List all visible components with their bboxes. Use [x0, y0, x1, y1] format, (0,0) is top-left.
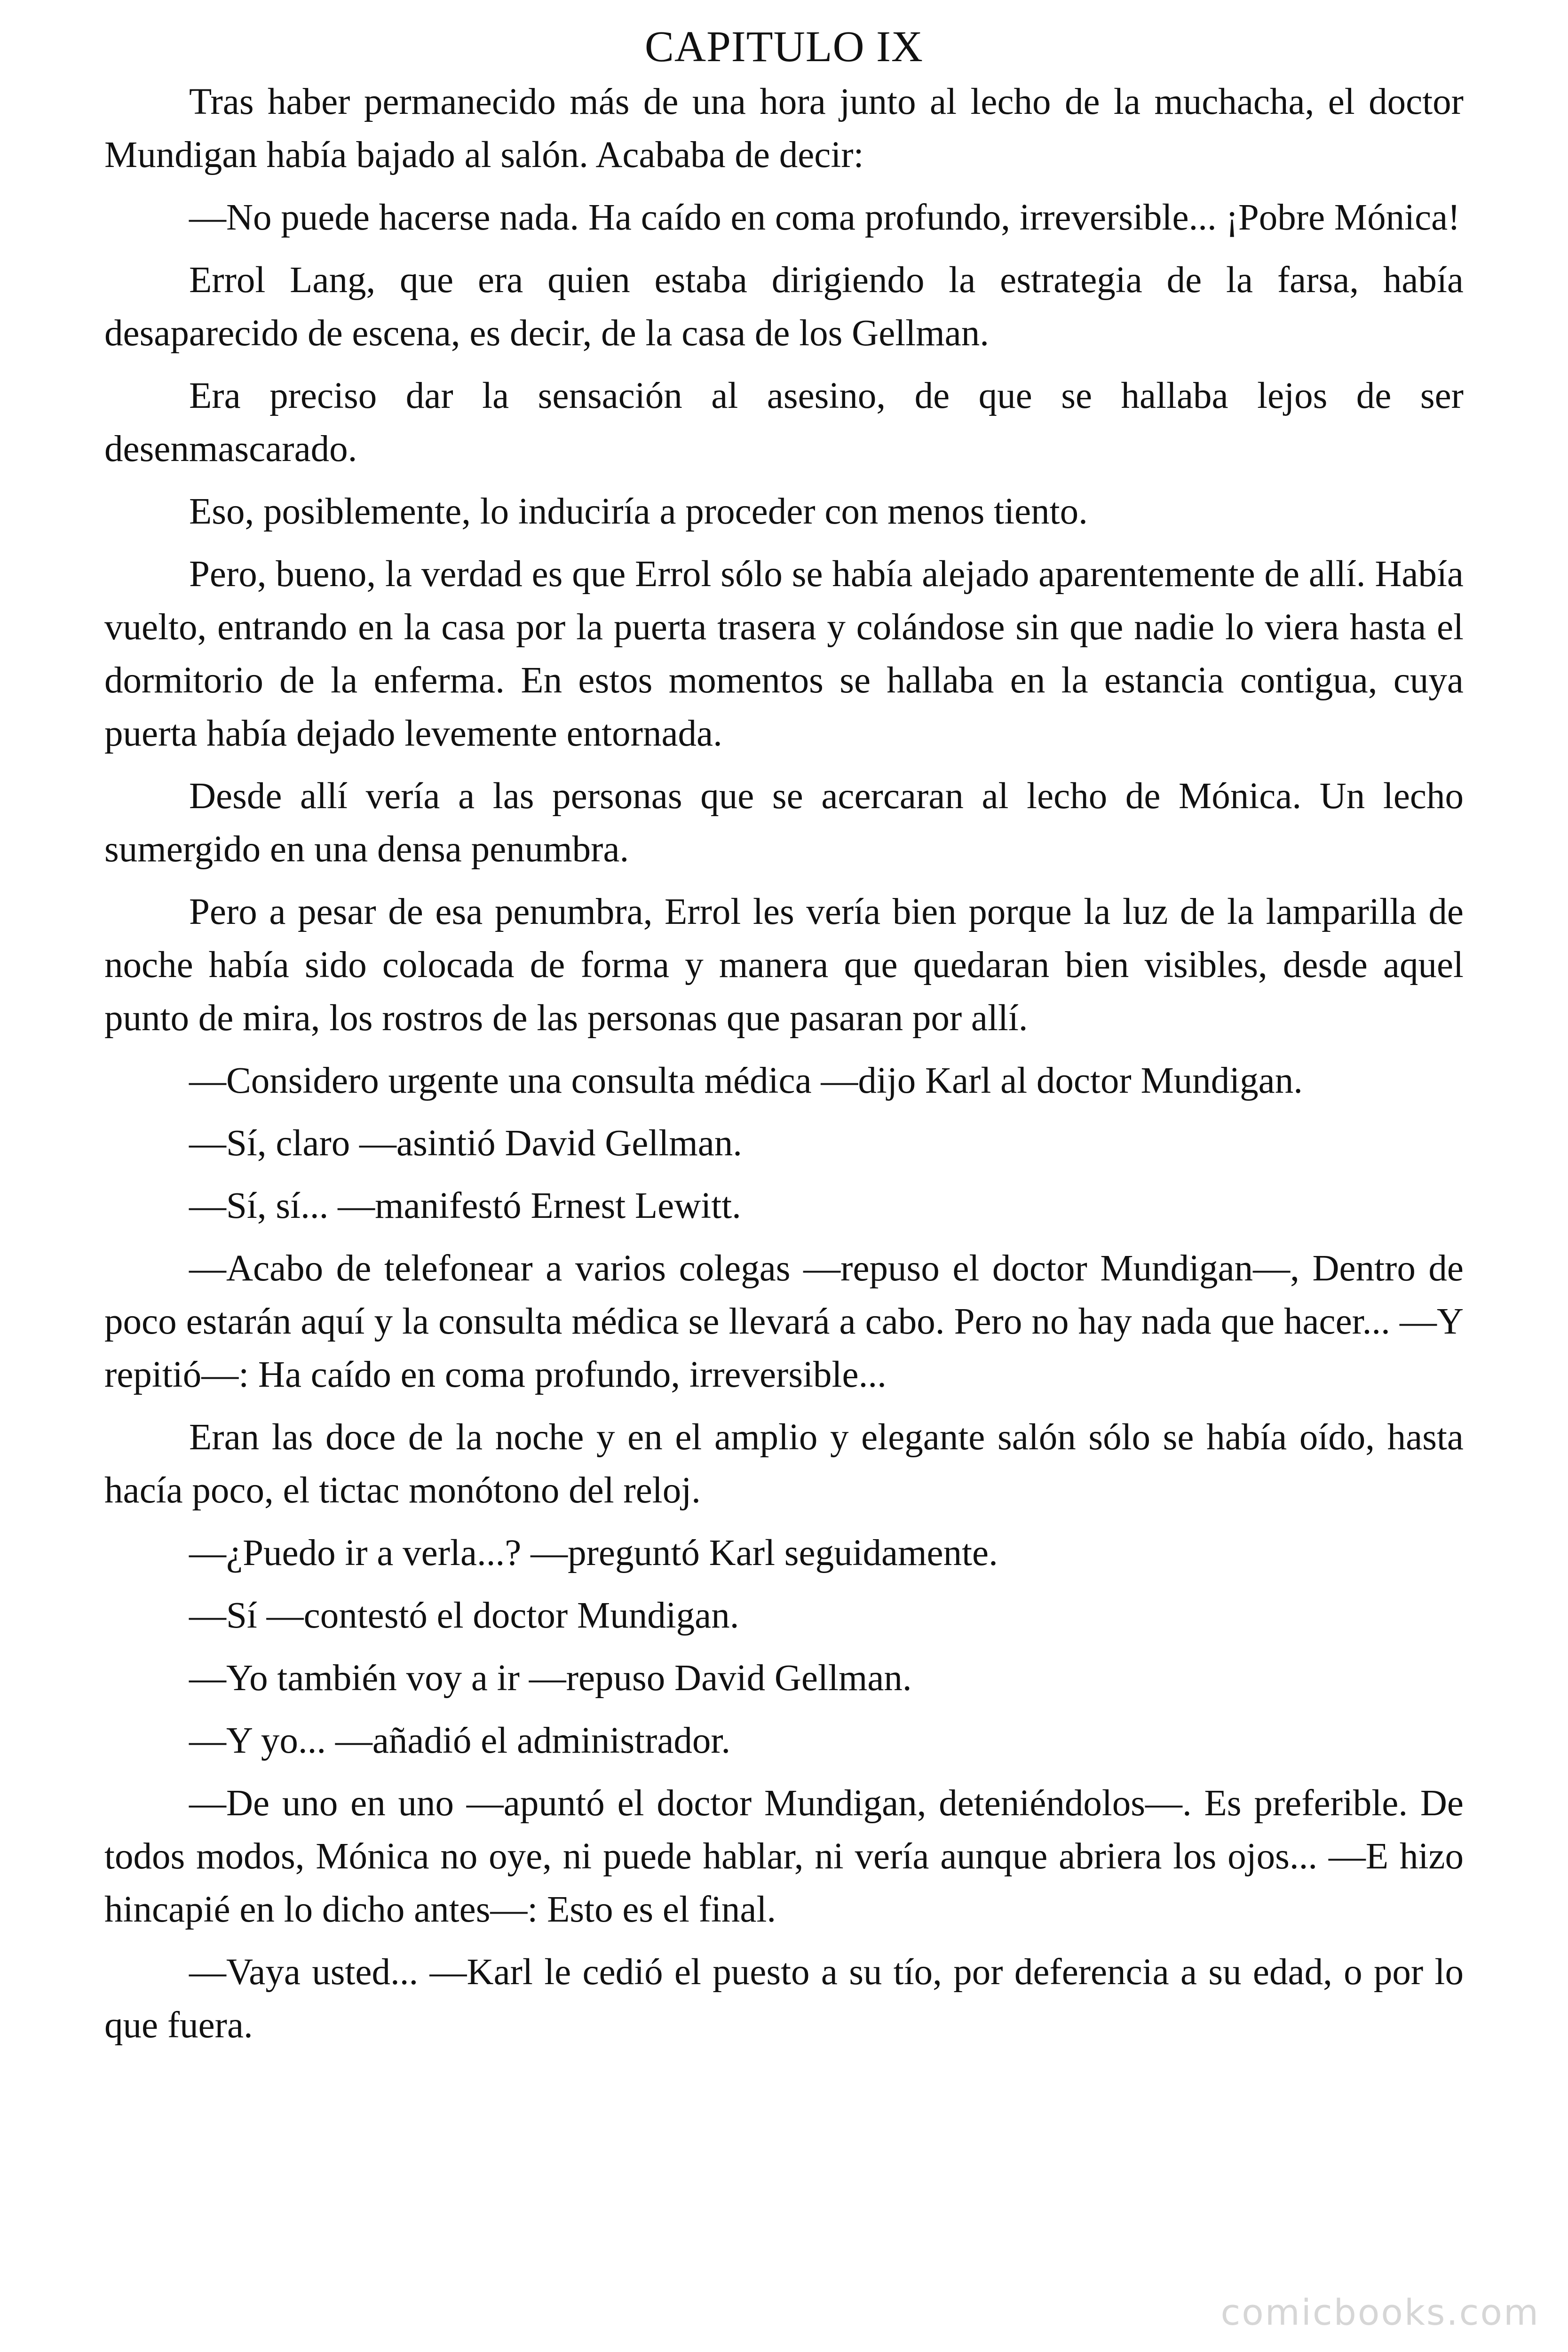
paragraph: Desde allí vería a las personas que se acercaran al lecho de Mónica. Un lecho sumergido en una densa penumbra. — [104, 776, 1464, 870]
paragraph: Eso, posiblemente, lo induciría a proceder con menos tiento. — [189, 491, 1088, 532]
paragraph: —Sí —contestó el doctor Mundigan. — [189, 1595, 739, 1636]
paragraph: —Considero urgente una consulta médica —dijo Karl al doctor Mundigan. — [189, 1060, 1303, 1101]
paragraph: —Sí, claro —asintió David Gellman. — [189, 1123, 743, 1164]
watermark: comicbooks.com — [1220, 2291, 1540, 2333]
paragraph: Tras haber permanecido más de una hora junto al lecho de la muchacha, el doctor Mundigan había bajado al salón. Acababa de decir: — [104, 81, 1464, 175]
paragraph: Pero, bueno, la verdad es que Errol sólo se había alejado aparentemente de allí. Había vuelto, entrando en la casa por la puerta trasera y colándose sin que nadie lo viera hasta el dormitorio de la enferma. En estos momentos se hallaba en la estancia contigua, cuya puerta había dejado levemente entornada. — [104, 554, 1464, 754]
paragraph: Era preciso dar la sensación al asesino, de que se hallaba lejos de ser desenmascarado. — [104, 375, 1464, 469]
paragraph: —Vaya usted... —Karl le cedió el puesto a su tío, por deferencia a su edad, o por lo que fuera. — [104, 1952, 1464, 2046]
paragraph: Eran las doce de la noche y en el amplio y elegante salón sólo se había oído, hasta hacía poco, el tictac monótono del reloj. — [104, 1417, 1464, 1511]
paragraph: —De uno en uno —apuntó el doctor Mundigan, deteniéndolos—. Es preferible. De todos modos, Mónica no oye, ni puede hablar, ni vería aunque abriera los ojos... —E hizo hincapié en lo dicho antes—: Esto es el final. — [104, 1783, 1464, 1930]
paragraph: —Sí, sí... —manifestó Ernest Lewitt. — [189, 1185, 741, 1226]
paragraph: —Acabo de telefonear a varios colegas —repuso el doctor Mundigan—, Dentro de poco estarán aquí y la consulta médica se llevará a cabo. Pero no hay nada que hacer... —Y repitió—: Ha caído en coma profundo, irreversible... — [104, 1248, 1464, 1395]
chapter-body — [104, 75, 1464, 2052]
paragraph: —Yo también voy a ir —repuso David Gellman. — [189, 1658, 912, 1699]
paragraph: —No puede hacerse nada. Ha caído en coma profundo, irreversible... ¡Pobre Mónica! — [189, 197, 1460, 238]
paragraph: Pero a pesar de esa penumbra, Errol les vería bien porque la luz de la lamparilla de noche había sido colocada de forma y manera que quedaran bien visibles, desde aquel punto de mira, los rostros de las personas que pasaran por allí. — [104, 891, 1464, 1039]
paragraph: —¿Puedo ir a verla...? —preguntó Karl seguidamente. — [189, 1533, 998, 1573]
paragraph: —Y yo... —añadió el administrador. — [189, 1720, 731, 1761]
paragraph: Errol Lang, que era quien estaba dirigiendo la estrategia de la farsa, había desaparecido de escena, es decir, de la casa de los Gellman. — [104, 260, 1464, 354]
chapter-title: CAPITULO IX — [644, 23, 924, 71]
